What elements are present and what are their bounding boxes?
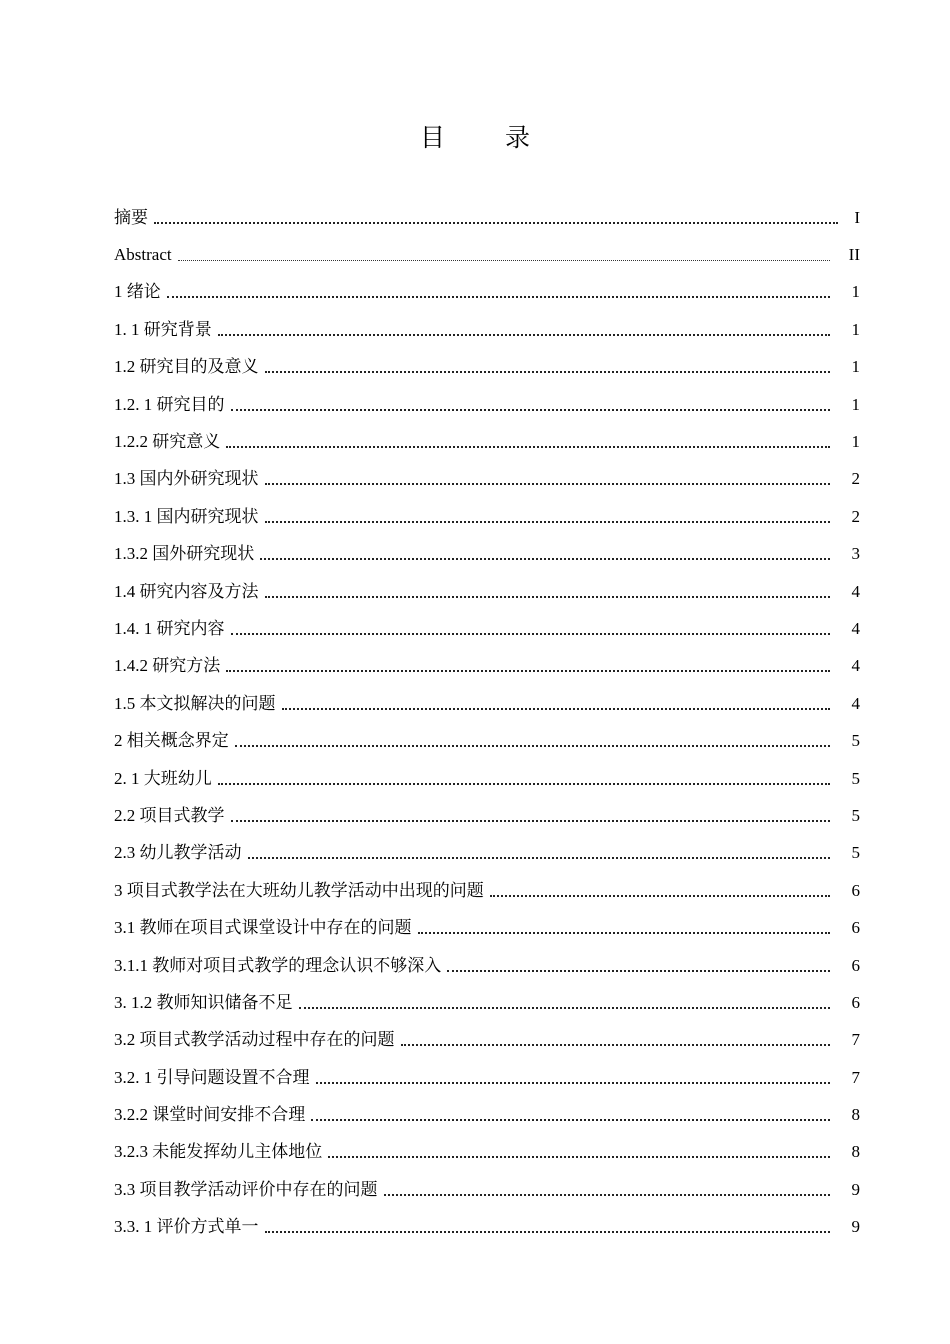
toc-entry[interactable] [114, 648, 860, 685]
toc-entry-label: 1.4. 1 研究内容 [114, 619, 231, 639]
toc-dot-leader [218, 769, 830, 789]
toc-entry-label: 1. 1 研究背景 [114, 320, 218, 340]
toc-entry[interactable] [114, 1171, 860, 1208]
toc-entry[interactable] [114, 349, 860, 386]
toc-entry-page-number: 1 [851, 357, 860, 377]
toc-entry-page-number: 5 [851, 731, 860, 751]
toc-entry-page-number: 1 [851, 319, 860, 339]
toc-dot-leader [154, 208, 838, 228]
toc-entry[interactable] [114, 947, 860, 984]
toc-entry-label: 3.2.3 未能发挥幼儿主体地位 [114, 1142, 328, 1162]
toc-dot-leader [265, 469, 831, 489]
toc-entry-page-number: 8 [851, 1105, 860, 1125]
toc-entry[interactable] [114, 498, 860, 535]
toc-entry-page-number: 6 [851, 880, 860, 900]
toc-dot-leader [418, 918, 831, 938]
toc-entry-page-number: 4 [851, 581, 860, 601]
toc-dot-leader [231, 619, 831, 639]
toc-entry-page-number: 2 [851, 469, 860, 489]
toc-entry-page-number: 7 [851, 1030, 860, 1050]
toc-entry-page-number: 6 [851, 918, 860, 938]
toc-entry-label: 1.3.2 国外研究现状 [114, 544, 260, 564]
toc-entry-label: 2.3 幼儿教学活动 [114, 843, 248, 863]
toc-entry[interactable] [114, 984, 860, 1021]
toc-entry-label: 1 绪论 [114, 282, 167, 302]
toc-title: 目 录 [420, 123, 556, 152]
toc-entry[interactable] [114, 573, 860, 610]
toc-entry-page-number: 4 [851, 656, 860, 676]
toc-entry-label: 3.2.2 课堂时间安排不合理 [114, 1105, 311, 1125]
toc-entry-label: 1.2. 1 研究目的 [114, 395, 231, 415]
toc-entry-page-number: 9 [851, 1179, 860, 1199]
toc-entry-label: 1.2.2 研究意义 [114, 432, 226, 452]
toc-entry-label: 2.2 项目式教学 [114, 806, 231, 826]
toc-entry[interactable] [114, 1022, 860, 1059]
toc-dot-leader [231, 806, 831, 826]
toc-entry-page-number: 9 [851, 1217, 860, 1237]
toc-dot-leader [384, 1180, 831, 1200]
toc-entry-label: 3 项目式教学法在大班幼儿教学活动中出现的问题 [114, 881, 490, 901]
toc-dot-leader [226, 432, 830, 452]
toc-dot-leader [248, 843, 831, 863]
toc-dot-leader [265, 582, 831, 602]
toc-entry[interactable] [114, 386, 860, 423]
toc-entry[interactable] [114, 685, 860, 722]
toc-entry-label: 2 相关概念界定 [114, 731, 235, 751]
toc-entry[interactable] [114, 236, 860, 273]
toc-entry-page-number: 1 [851, 432, 860, 452]
toc-entry-page-number: 1 [851, 282, 860, 302]
toc-dot-leader [226, 656, 830, 676]
toc-entry-page-number: I [854, 207, 860, 227]
toc-entry-label: 1.2 研究目的及意义 [114, 357, 265, 377]
toc-entry[interactable] [114, 274, 860, 311]
toc-entry-page-number: 7 [851, 1067, 860, 1087]
toc-entry[interactable] [114, 1059, 860, 1096]
toc-entry[interactable] [114, 610, 860, 647]
toc-entry-label: 1.3 国内外研究现状 [114, 469, 265, 489]
toc-entry[interactable] [114, 1209, 860, 1246]
toc-dot-leader [447, 956, 830, 976]
toc-entry-page-number: II [848, 245, 860, 265]
toc-dot-leader [311, 1105, 830, 1125]
toc-entry-label: 3.1 教师在项目式课堂设计中存在的问题 [114, 918, 418, 938]
toc-dot-leader [328, 1142, 830, 1162]
toc-entry[interactable] [114, 872, 860, 909]
toc-dot-leader [265, 507, 831, 527]
toc-entry-page-number: 5 [851, 843, 860, 863]
toc-entry-page-number: 5 [851, 805, 860, 825]
toc-dot-leader [178, 245, 830, 265]
toc-entry-page-number: 1 [851, 394, 860, 414]
toc-entry-label: 1.3. 1 国内研究现状 [114, 507, 265, 527]
toc-entry-label: 1.4.2 研究方法 [114, 656, 226, 676]
toc-entry-page-number: 5 [851, 768, 860, 788]
toc-entry[interactable] [114, 423, 860, 460]
toc-entry[interactable] [114, 909, 860, 946]
toc-dot-leader [265, 357, 831, 377]
toc-entry-label: 摘要 [114, 208, 154, 228]
toc-entry-page-number: 6 [851, 992, 860, 1012]
toc-dot-leader [260, 544, 830, 564]
toc-dot-leader [316, 1068, 831, 1088]
toc-entry-label: 3.2. 1 引导问题设置不合理 [114, 1068, 316, 1088]
toc-entry[interactable] [114, 461, 860, 498]
toc-entry[interactable] [114, 835, 860, 872]
toc-dot-leader [490, 881, 830, 901]
toc-dot-leader [218, 320, 830, 340]
toc-entry-label: 3.2 项目式教学活动过程中存在的问题 [114, 1030, 401, 1050]
toc-entry-label: 3.3 项目教学活动评价中存在的问题 [114, 1180, 384, 1200]
toc-dot-leader [282, 694, 831, 714]
toc-entry-label: 1.4 研究内容及方法 [114, 582, 265, 602]
toc-dot-leader [401, 1030, 831, 1050]
toc-entry-page-number: 2 [851, 506, 860, 526]
toc-dot-leader [231, 395, 831, 415]
toc-entry[interactable] [114, 797, 860, 834]
toc-entry-label: 1.5 本文拟解决的问题 [114, 694, 282, 714]
toc-entry[interactable] [114, 536, 860, 573]
toc-dot-leader [235, 731, 830, 751]
toc-entry[interactable] [114, 311, 860, 348]
toc-list [114, 199, 860, 1246]
toc-entry[interactable] [114, 722, 860, 759]
toc-entry[interactable] [114, 1134, 860, 1171]
toc-dot-leader [299, 993, 831, 1013]
toc-entry[interactable] [114, 760, 860, 797]
toc-entry-page-number: 6 [851, 955, 860, 975]
toc-entry-page-number: 8 [851, 1142, 860, 1162]
toc-dot-leader [265, 1217, 831, 1237]
toc-entry-page-number: 3 [851, 544, 860, 564]
toc-dot-leader [167, 282, 830, 302]
toc-entry[interactable] [114, 199, 860, 236]
toc-entry-label: 3.3. 1 评价方式单一 [114, 1217, 265, 1237]
toc-entry-label: 3.1.1 教师对项目式教学的理念认识不够深入 [114, 956, 447, 976]
toc-entry-label: 3. 1.2 教师知识储备不足 [114, 993, 299, 1013]
toc-entry-page-number: 4 [851, 693, 860, 713]
toc-entry-page-number: 4 [851, 618, 860, 638]
toc-entry-label: 2. 1 大班幼儿 [114, 769, 218, 789]
toc-entry[interactable] [114, 1096, 860, 1133]
toc-entry-label: Abstract [114, 245, 178, 265]
